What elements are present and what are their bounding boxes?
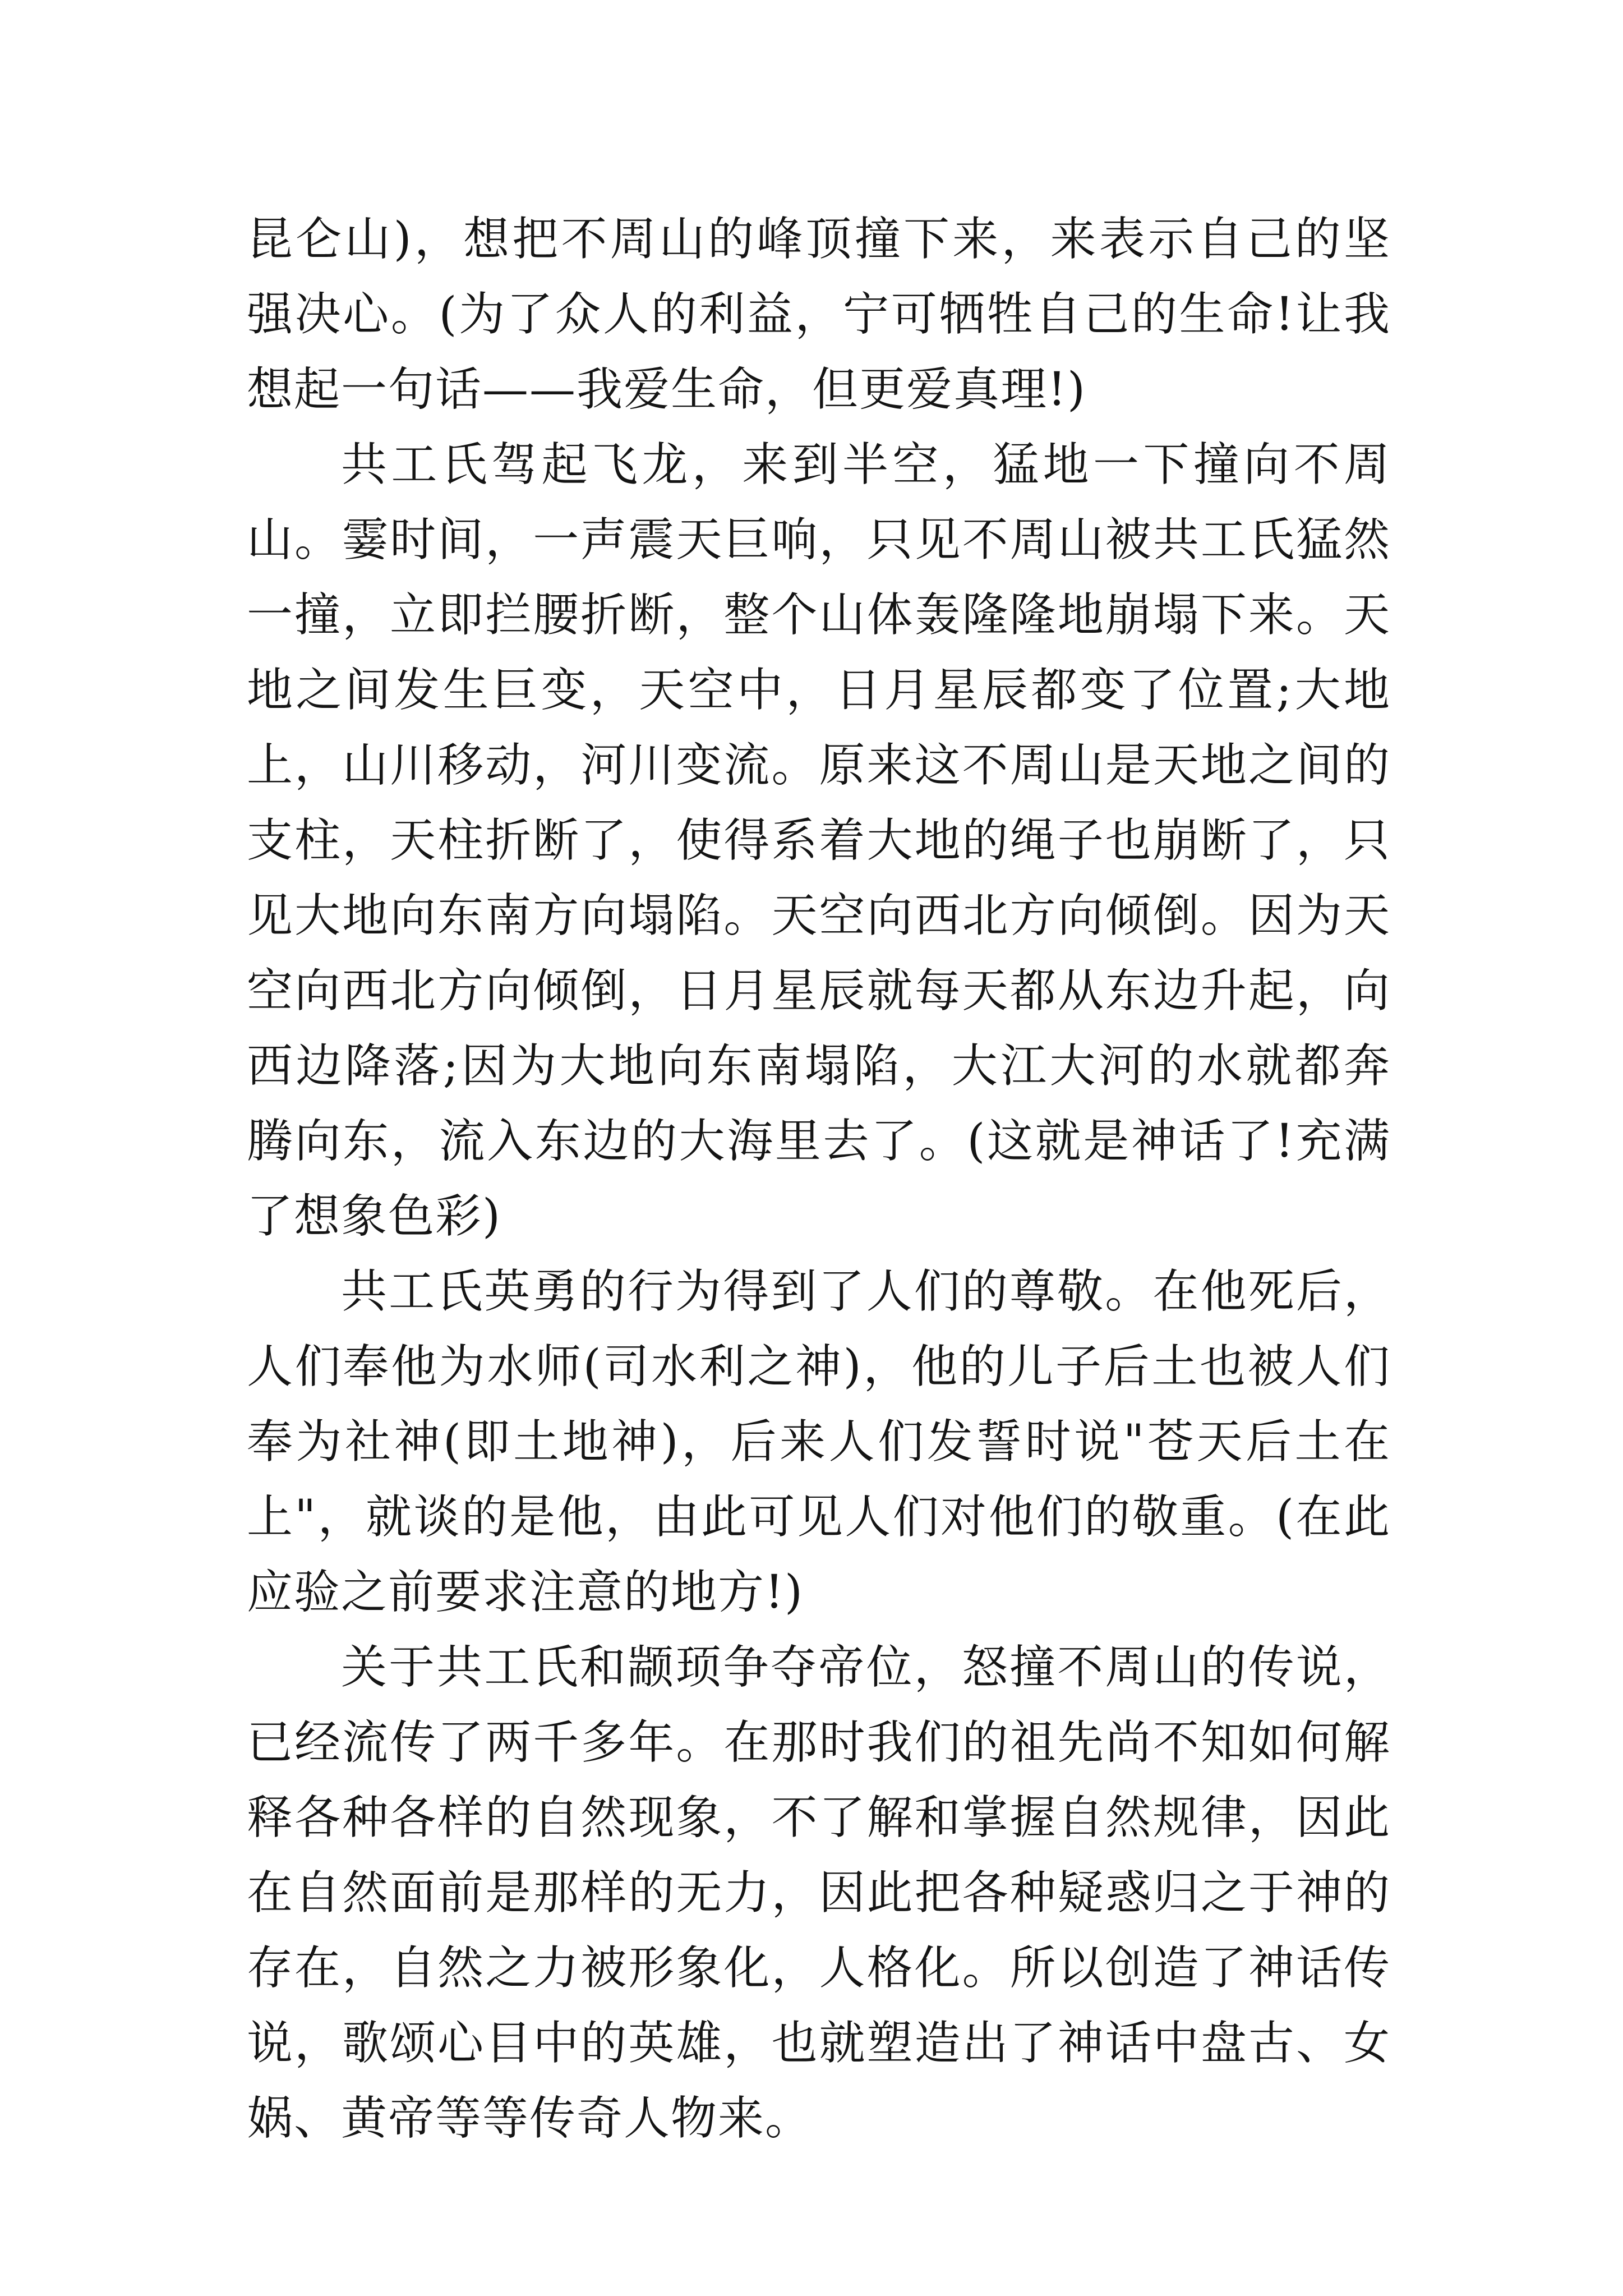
paragraph-3: 共工氏英勇的行为得到了人们的尊敬。在他死后，人们奉他为水师(司水利之神)，他的儿子后土也被人们奉为社神(即土地神)，后来人们发誓时说"苍天后土在上"，就谈的是他，由此可见人们对他们的敬重。(在此应验之前要求注意的地方!)	[247, 1265, 1391, 1619]
paragraph-2: 共工氏驾起飞龙，来到半空，猛地一下撞向不周山。霎时间，一声震天巨响，只见不周山被共工氏猛然一撞，立即拦腰折断，整个山体轰隆隆地崩塌下来。天地之间发生巨变，天空中，日月星辰都变了位置;大地上，山川移动，河川变流。原来这不周山是天地之间的支柱，天柱折断了，使得系着大地的绳子也崩断了，只见大地向东南方向塌陷。天空向西北方向倾倒。因为天空向西北方向倾倒，日月星辰就每天都从东边升起，向西边降落;因为大地向东南塌陷，大江大河的水就都奔腾向东，流入东边的大海里去了。(这就是神话了!充满了想象色彩)	[247, 438, 1391, 1243]
document-body	[247, 202, 1391, 2156]
paragraph-4: 关于共工氏和颛顼争夺帝位，怒撞不周山的传说，已经流传了两千多年。在那时我们的祖先尚不知如何解释各种各样的自然现象，不了解和掌握自然规律，因此在自然面前是那样的无力，因此把各种疑惑归之于神的存在，自然之力被形象化，人格化。所以创造了神话传说，歌颂心目中的英雄，也就塑造出了神话中盘古、女娲、黄帝等等传奇人物来。	[247, 1641, 1391, 2145]
paragraph-1: 昆仑山)，想把不周山的峰顶撞下来，来表示自己的坚强决心。(为了众人的利益，宁可牺牲自己的生命!让我想起一句话——我爱生命，但更爱真理!)	[247, 213, 1391, 416]
